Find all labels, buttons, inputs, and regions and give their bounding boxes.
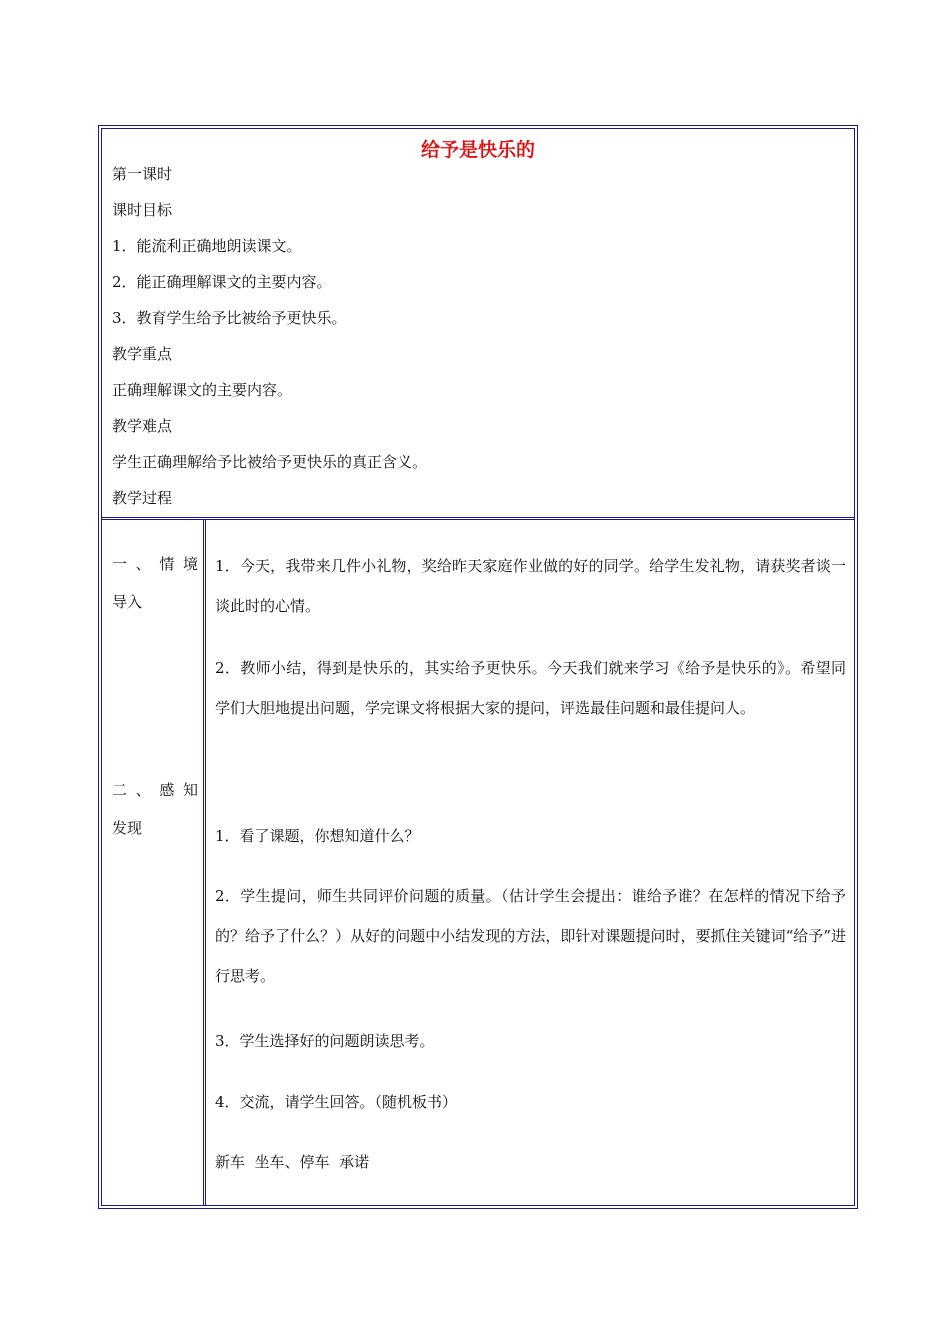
section-label-char: 、 bbox=[135, 555, 151, 573]
content-column bbox=[206, 520, 854, 1205]
lesson-period: 第一课时 bbox=[112, 165, 173, 183]
lesson-header-cell bbox=[102, 129, 854, 520]
paragraph: 3．学生选择好的问题朗读思考。 bbox=[215, 1032, 435, 1050]
paragraph: 2．教师小结，得到是快乐的，其实给予更快乐。今天我们就来学习《给予是快乐的》。希望同学们大胆地提出问题，学完课文将根据大家的提问，评选最佳问题和最佳提问人。 bbox=[215, 659, 846, 717]
section-label-char: 一 bbox=[112, 555, 128, 573]
objective-item: 1．能流利正确地朗读课文。 bbox=[112, 237, 302, 255]
section-label-char: 、 bbox=[135, 781, 151, 799]
paragraph: 1．今天，我带来几件小礼物，奖给昨天家庭作业做的好的同学。给学生发礼物，请获奖者谈一谈此时的心情。 bbox=[215, 557, 846, 615]
lesson-table bbox=[98, 125, 858, 1209]
paragraph: 1．看了课题，你想知道什么？ bbox=[215, 827, 420, 845]
section-label-line: 导入 bbox=[112, 593, 143, 611]
section-label bbox=[112, 554, 198, 612]
section-label-char: 感 bbox=[159, 781, 175, 799]
key-points-heading: 教学重点 bbox=[112, 345, 173, 363]
section-label-char: 二 bbox=[112, 781, 128, 799]
objectives-heading: 课时目标 bbox=[112, 201, 173, 219]
section-label-line: 发现 bbox=[112, 819, 143, 837]
key-points-text: 正确理解课文的主要内容。 bbox=[112, 381, 293, 399]
difficulty-heading: 教学难点 bbox=[112, 417, 173, 435]
process-heading: 教学过程 bbox=[112, 489, 173, 507]
section-label bbox=[112, 780, 198, 838]
document-title: 给予是快乐的 bbox=[420, 139, 535, 161]
section-label-char: 知 bbox=[182, 781, 198, 799]
difficulty-text: 学生正确理解给予比被给予更快乐的真正含义。 bbox=[112, 453, 428, 471]
paragraph: 2．学生提问，师生共同评价问题的质量。（估计学生会提出：谁给予谁？在怎样的情况下给予的？给予了什么？）从好的问题中小结发现的方法，即针对课题提问时，要抓住关键词“给予”进行思考。 bbox=[215, 887, 846, 985]
objective-item: 2．能正确理解课文的主要内容。 bbox=[112, 273, 332, 291]
section-label-char: 情 bbox=[159, 555, 175, 573]
paragraph: 新车 坐车、停车 承诺 bbox=[215, 1153, 370, 1171]
paragraph: 4．交流，请学生回答。（随机板书） bbox=[215, 1093, 458, 1111]
objective-item: 3．教育学生给予比被给予更快乐。 bbox=[112, 309, 347, 327]
section-column bbox=[102, 520, 206, 1205]
section-label-char: 境 bbox=[182, 555, 198, 573]
